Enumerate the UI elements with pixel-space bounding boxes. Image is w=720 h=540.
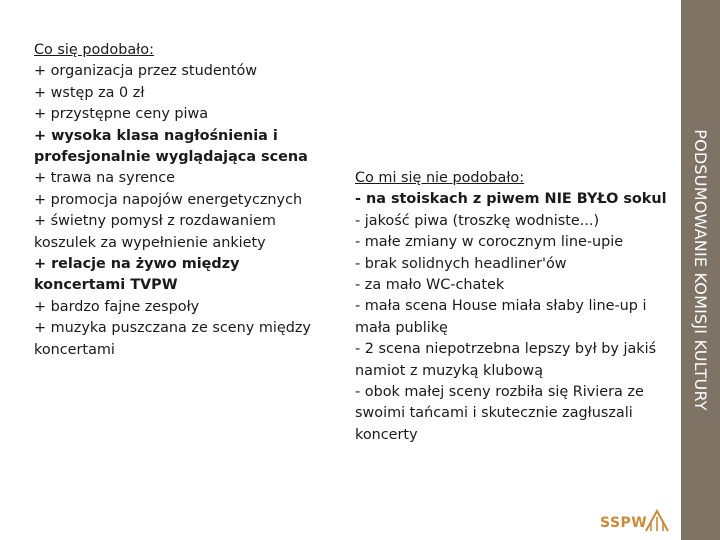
liked-item: + organizacja przez studentów [34,63,258,80]
logo-emblem-icon [644,507,670,533]
sspw-logo [600,505,670,535]
liked-item: + trawa na syrence [34,170,176,187]
liked-item: + wstęp za 0 zł [34,84,145,101]
liked-item: + przystępne ceny piwa [34,106,209,123]
sidebar-title: PODSUMOWANIE KOMISJI KULTURY [691,129,710,411]
sidebar [681,0,720,540]
liked-heading: Co się podobało: [34,42,154,58]
disliked-item: - obok małej sceny rozbiła się Riviera ze swoimi tańcami i skutecznie zagłuszali koncerty [355,384,644,443]
disliked-item: - za mało WC-chatek [355,277,505,294]
logo-text: SSPW [600,515,648,531]
liked-section [34,40,324,361]
disliked-item: - małe zmiany w corocznym line-upie [355,234,624,251]
disliked-item: - brak solidnych headliner'ów [355,255,567,272]
disliked-item: - na stoiskach z piwem NIE BYŁO sokul [355,191,667,208]
disliked-item: - mała scena House miała słaby line-up i mała publikę [355,298,647,336]
liked-item: + bardzo fajne zespoły [34,298,200,315]
liked-item: + muzyka puszczana ze sceny między koncertami [34,320,311,358]
liked-item: + świetny pomysł z rozdawaniem koszulek za wypełnienie ankiety [34,213,276,251]
disliked-heading: Co mi się nie podobało: [355,170,525,186]
disliked-item: - 2 scena niepotrzebna lepszy był by jakiś namiot z muzyką klubową [355,341,657,379]
liked-item: + promocja napojów energetycznych [34,191,303,208]
disliked-item: - jakość piwa (troszkę wodniste...) [355,212,600,229]
liked-item: + relacje na żywo między koncertami TVPW [34,256,240,294]
liked-item: + wysoka klasa nagłośnienia i profesjonalnie wyglądająca scena [34,127,308,166]
disliked-section [355,168,667,446]
